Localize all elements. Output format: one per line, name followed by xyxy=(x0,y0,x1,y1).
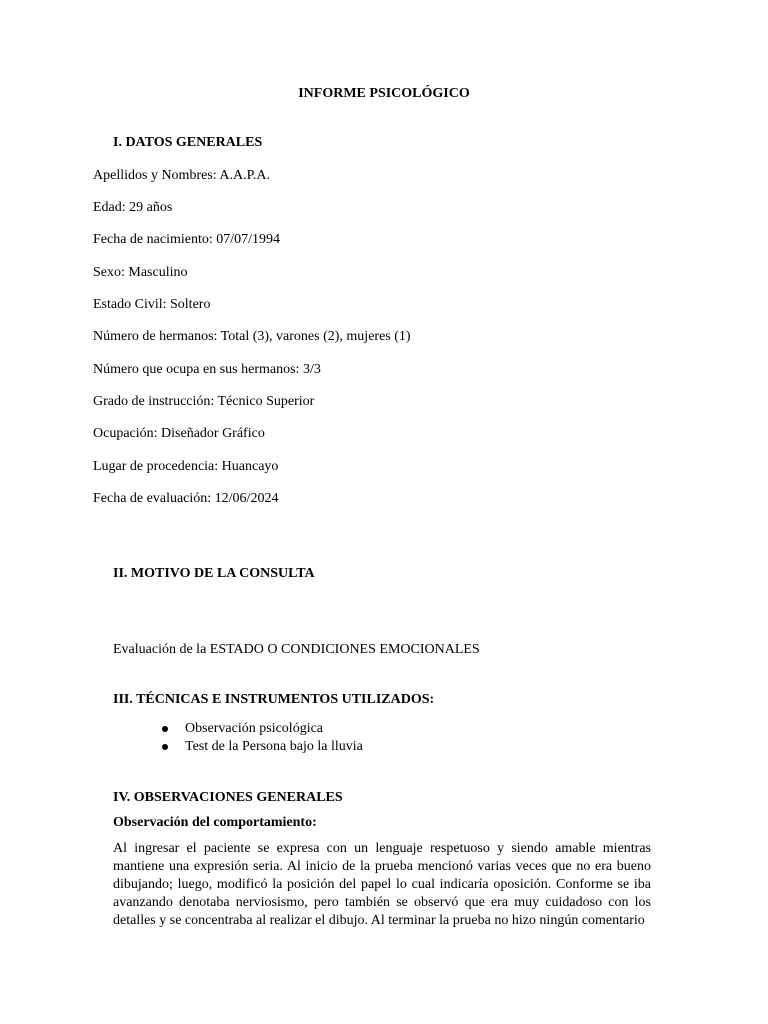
observacion-paragraph: Al ingresar el paciente se expresa con un lenguaje respetuoso y siendo amable mientras mantiene una expresión seria. Al inicio de la prueba mencionó varias veces que no era bueno dibujando; luego, modificó la posición del papel lo cual indicaría oposición. Conforme se iba avanzando denotaba nerviosismo, pero también se observó que era muy cuidadoso con los detalles y se concentraba al realizar el dibujo. Al terminar la prueba no hizo ningún comentario xyxy=(113,841,651,928)
instrumentos-list xyxy=(160,720,363,756)
bullet-icon xyxy=(162,744,168,750)
motivo-consulta-text: Evaluación de la ESTADO O CONDICIONES EMOCIONALES xyxy=(113,642,480,657)
field-nombres: Apellidos y Nombres: A.A.P.A. xyxy=(93,168,270,183)
field-lugar-procedencia: Lugar de procedencia: Huancayo xyxy=(93,459,279,474)
field-ocupacion: Ocupación: Diseñador Gráfico xyxy=(93,426,265,441)
field-numero-hermanos: Número de hermanos: Total (3), varones (2), mujeres (1) xyxy=(93,329,411,344)
field-edad: Edad: 29 años xyxy=(93,200,173,215)
section-1-heading: I. DATOS GENERALES xyxy=(113,135,263,150)
field-fecha-nacimiento: Fecha de nacimiento: 07/07/1994 xyxy=(93,232,281,247)
list-item-label: Test de la Persona bajo la lluvia xyxy=(185,739,363,754)
list-item xyxy=(160,720,363,738)
field-sexo: Sexo: Masculino xyxy=(93,265,188,280)
field-grado-instruccion: Grado de instrucción: Técnico Superior xyxy=(93,394,315,409)
section-3-heading: III. TÉCNICAS E INSTRUMENTOS UTILIZADOS: xyxy=(113,692,435,707)
field-posicion-hermanos: Número que ocupa en sus hermanos: 3/3 xyxy=(93,362,321,377)
document-title: INFORME PSICOLÓGICO xyxy=(298,86,470,101)
section-4-subheading: Observación del comportamiento: xyxy=(113,815,317,830)
field-estado-civil: Estado Civil: Soltero xyxy=(93,297,211,312)
list-item xyxy=(160,738,363,756)
field-fecha-evaluacion: Fecha de evaluación: 12/06/2024 xyxy=(93,491,279,506)
section-4-heading: IV. OBSERVACIONES GENERALES xyxy=(113,790,343,805)
section-2-heading: II. MOTIVO DE LA CONSULTA xyxy=(113,566,315,581)
list-item-label: Observación psicológica xyxy=(185,721,324,736)
bullet-icon xyxy=(162,726,168,732)
